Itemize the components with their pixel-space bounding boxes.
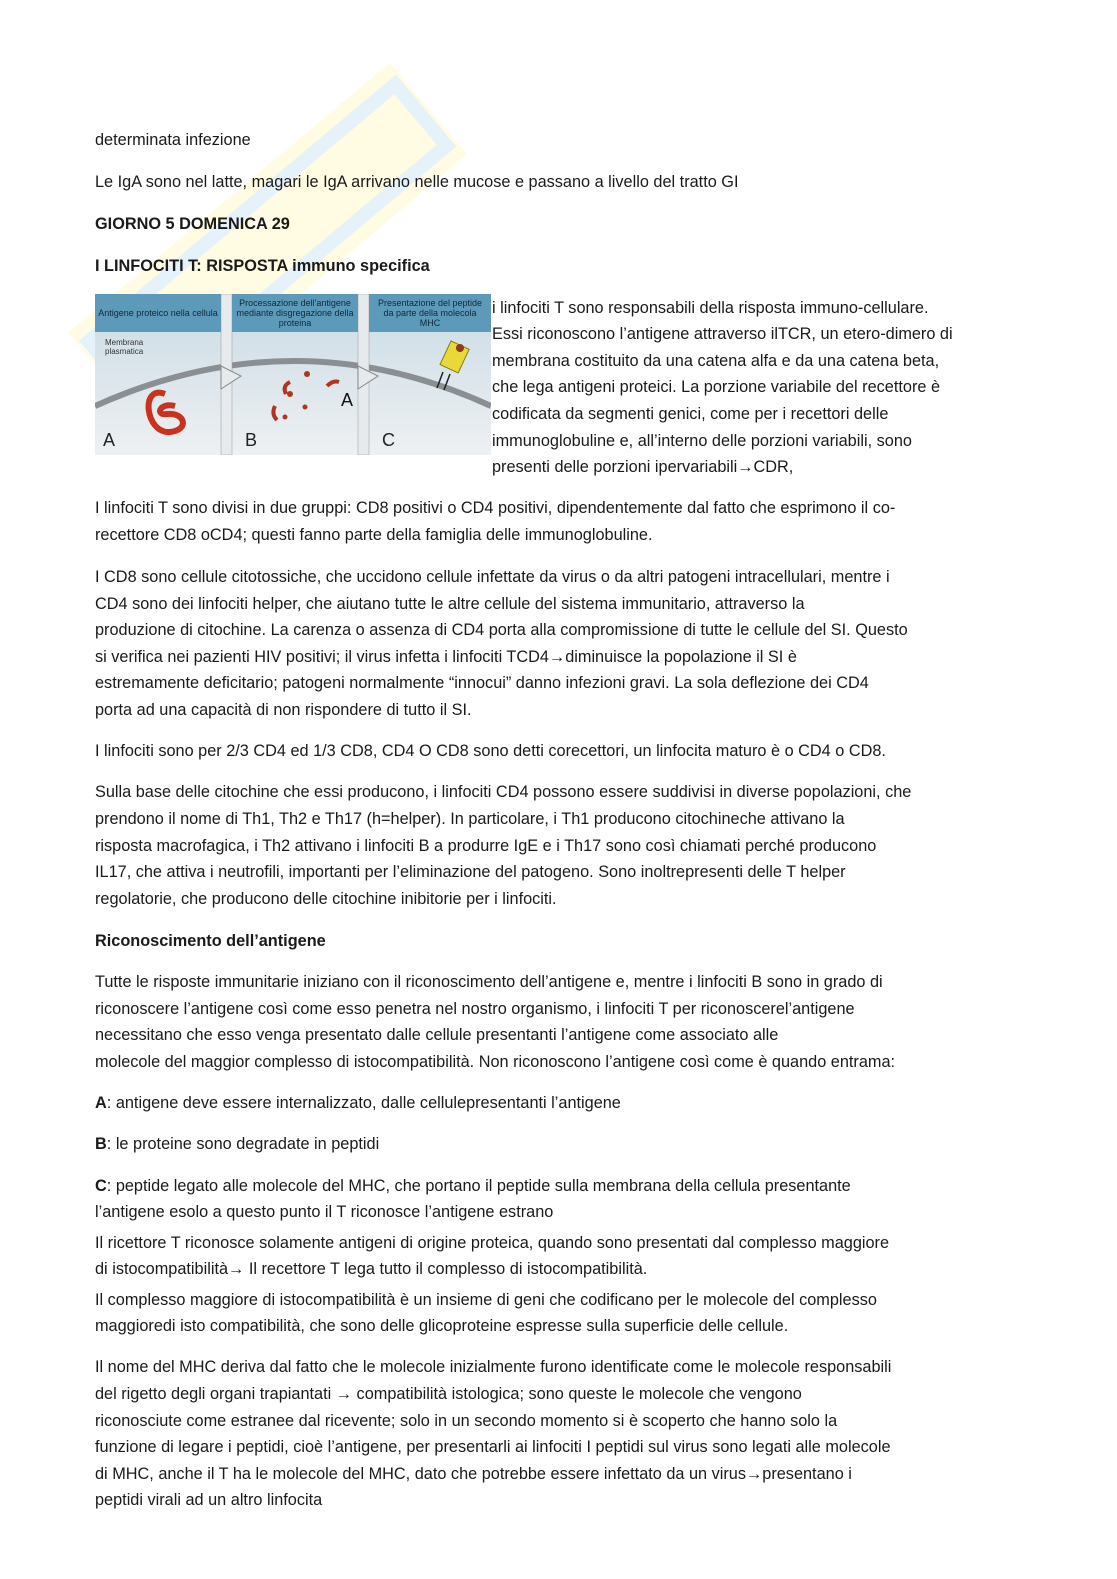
text-line [95,1384,802,1404]
antigen-processing-figure [95,294,491,455]
line-text: necessitano che esso venga presentato dalle cellule presentanti l’antigene come associato alle [95,1026,779,1044]
line-text: recettore CD8 oCD4; questi fanno parte della famiglia delle immunoglobuline. [95,526,653,544]
text-line [95,1357,891,1377]
line-text: IL17, che attiva i neutrofili, importanti per l’eliminazione del patogeno. Sono inoltrepresenti delle T helper [95,863,846,881]
panel-c-header: Presentazione del peptide da parte della molecola MHC [369,294,491,332]
line-text: CD4 sono dei linfociti helper, che aiutano tutte le altre cellule del sistema immunitario, attraverso la [95,595,805,613]
line-text: determinata infezione [95,131,251,149]
text-line [95,498,895,518]
text-line [95,1134,379,1154]
line-text: i linfociti T sono responsabili della risposta immuno-cellulare. [492,299,929,317]
text-line [95,647,797,667]
line-text: estremamente deficitario; patogeni normalmente “innocui” danno infezioni gravi. La sola deflezione dei CD4 [95,674,869,692]
line-text: Essi riconoscono l’antigene attraverso ilTCR, un etero-dimero di [492,325,953,343]
line-text: Le IgA sono nel latte, magari le IgA arrivano nelle mucose e passano a livello del tratto GI [95,173,739,191]
text-line [492,457,793,477]
heading [95,214,290,234]
line-text: l’antigene esolo a questo punto il T riconosce l’antigene estrano [95,1203,554,1221]
line-text: immunoglobuline e, all’interno delle porzioni variabili, sono [492,432,912,450]
line-text: I CD8 sono cellule citotossiche, che uccidono cellule infettate da virus o da altri patogeni intracellulari, mentre i [95,568,890,586]
text-line [95,1233,889,1253]
line-text: porta ad una capacità di non rispondere di tutto il SI. [95,701,472,719]
line-text: Sulla base delle citochine che essi producono, i linfociti CD4 possono essere suddivisi in diverse popolazioni, che [95,783,912,801]
panel-b-header: Processazione dell'antigene mediante disgregazione della proteina [232,294,358,332]
panel-a-header: Antigene proteico nella cellula [95,294,221,332]
text-line [95,1025,778,1045]
line-text: GIORNO 5 DOMENICA 29 [95,215,290,233]
panel-a-letter: A [103,430,116,450]
line-text: maggioredi isto compatibilità, che sono delle glicoproteine espresse sulla superficie delle cellule. [95,1317,789,1335]
line-text: Il complesso maggiore di istocompatibilità è un insieme di geni che codificano per le molecole del complesso [95,1291,877,1309]
text-line [492,404,888,424]
line-text: Il ricettore T riconosce solamente antigeni di origine proteica, quando sono presentati dal complesso maggiore [95,1234,890,1252]
text-line [95,1093,621,1113]
line-text: I linfociti sono per 2/3 CD4 ed 1/3 CD8, CD4 O CD8 sono detti corecettori, un linfocita maturo è o CD4 o CD8. [95,742,886,760]
text-line [95,1490,322,1510]
text-line [95,567,890,587]
text-line [95,525,653,545]
text-line [95,1411,837,1431]
text-line [95,673,869,693]
list-key: C [95,1177,107,1195]
text-line [95,809,845,829]
line-text: si verifica nei pazienti HIV positivi; il virus infetta i linfociti TCD4→diminuisce la popolazione il SI è [95,648,797,666]
list-key: B [95,1135,107,1153]
text-line [95,700,472,720]
text-line [95,1176,851,1196]
line-text: funzione di legare i peptidi, cioè l’antigene, per presentarli ai linfociti I peptidi sul virus sono legati alle molecole [95,1438,891,1456]
line-text: di MHC, anche il T ha le molecole del MHC, dato che potrebbe essere infettato da un virus→presentano i [95,1465,852,1483]
text-line [492,377,940,397]
line-text: del rigetto degli organi trapiantati → compatibilità istologica; sono queste le molecole che vengono [95,1385,802,1403]
line-text: : antigene deve essere internalizzato, dalle cellulepresentanti l’antigene [106,1094,621,1112]
text-line [95,130,251,150]
line-text: prendono il nome di Th1, Th2 e Th17 (h=helper). In particolare, i Th1 producono citochineche attivano la [95,810,845,828]
line-text: che lega antigeni proteici. La porzione variabile del recettore è [492,378,941,396]
panel-b-letter: B [245,430,258,450]
heading [95,256,430,276]
line-text: risposta macrofagica, i Th2 attivano i linfociti B a produrre IgE e i Th17 sono così chiamati perché producono [95,837,877,855]
panel-c-letter: C [382,430,395,450]
line-text: presenti delle porzioni ipervariabili→CDR, [492,458,794,476]
line-text: I linfociti T sono divisi in due gruppi: CD8 positivi o CD4 positivi, dipendentemente dal fatto che esprimono il co- [95,499,896,517]
line-text: regolatorie, che producono delle citochine inibitorie per i linfociti. [95,890,557,908]
text-line [95,889,557,909]
membrane-label: Membrana plasmatica [105,338,144,356]
text-line [95,999,855,1019]
line-text: di istocompatibilità→ Il recettore T lega tutto il complesso di istocompatibilità. [95,1260,648,1278]
text-line [95,1202,553,1222]
heading [95,931,326,951]
text-line [95,594,805,614]
text-line [95,1259,647,1279]
line-text: I LINFOCITI T: RISPOSTA immuno specifica [95,257,430,275]
line-text: peptidi virali ad un altro linfocita [95,1491,323,1509]
text-line [95,782,911,802]
line-text: Tutte le risposte immunitarie iniziano con il riconoscimento dell’antigene e, mentre i linfociti B sono in grado di [95,973,883,991]
text-line [95,620,908,640]
text-line [95,972,883,992]
text-line [95,1052,895,1072]
text-line [95,862,846,882]
inline-letter: A [341,390,354,410]
line-text: riconosciute come estranee dal ricevente; solo in un secondo momento si è scoperto che hanno solo la [95,1412,838,1430]
list-key: A [95,1094,107,1112]
text-line [95,172,738,192]
text-line [95,741,886,761]
text-line [95,1437,891,1457]
line-text: produzione di citochine. La carenza o assenza di CD4 porta alla compromissione di tutte le cellule del SI. Questo [95,621,908,639]
text-line [492,351,939,371]
line-text: : le proteine sono degradate in peptidi [106,1135,380,1153]
line-text: Il nome del MHC deriva dal fatto che le molecole inizialmente furono identificate come le molecole responsabili [95,1358,892,1376]
text-line [95,1316,788,1336]
text-line [492,431,912,451]
line-text: codificata da segmenti genici, come per i recettori delle [492,405,889,423]
line-text: membrana costituito da una catena alfa e da una catena beta, [492,352,940,370]
text-line [492,298,929,318]
text-line [95,1464,852,1484]
line-text: : peptide legato alle molecole del MHC, che portano il peptide sulla membrana della cellula presentante [106,1177,851,1195]
line-text: riconoscere l’antigene così come esso penetra nel nostro organismo, i linfociti T per riconoscerel’antigene [95,1000,855,1018]
text-line [95,1290,877,1310]
line-text: Riconoscimento dell’antigene [95,932,326,950]
text-line [492,324,953,344]
text-line [95,836,876,856]
line-text: molecole del maggior complesso di istocompatibilità. Non riconoscono l’antigene così come è quando entrama: [95,1053,896,1071]
